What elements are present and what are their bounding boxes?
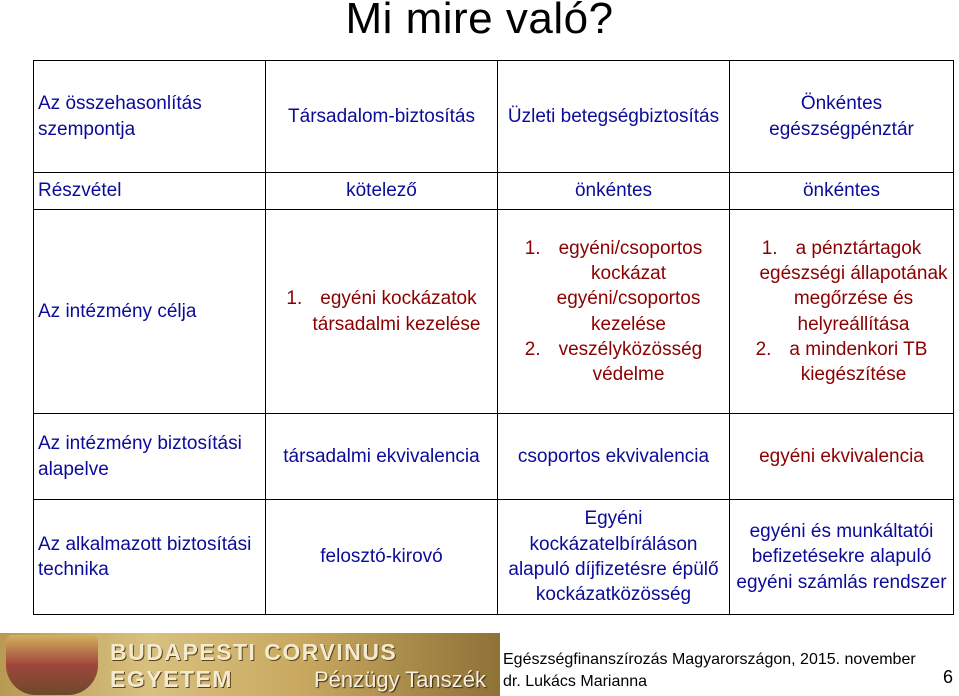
- list-text: társadalmi kezelése: [312, 313, 481, 335]
- list-text: kezelése: [591, 313, 666, 335]
- comparison-table: [33, 60, 954, 615]
- cell-purpose-business: [498, 210, 730, 414]
- list-text: megőrzése és: [793, 288, 914, 310]
- row-label-participation: Részvétel: [34, 173, 266, 210]
- row-label-technique: Az alkalmazott biztosítási technika: [34, 500, 266, 615]
- list-text: kiegészítése: [800, 364, 907, 386]
- footer-course: Egészségfinanszírozás Magyarországon, 2015. november: [503, 651, 916, 668]
- cell-principle-voluntary: egyéni ekvivalencia: [730, 414, 954, 500]
- list-text: egyéni/csoportos: [556, 288, 701, 310]
- footer-author: dr. Lukács Marianna: [503, 673, 648, 690]
- cell-purpose-voluntary: [730, 210, 954, 414]
- list-text: kockázat: [591, 262, 666, 284]
- header-voluntary-fund: Önkéntes egészségpénztár: [730, 61, 954, 173]
- header-business-insurance: Üzleti betegségbiztosítás: [498, 61, 730, 173]
- list-number: 1.: [761, 237, 778, 259]
- cell-principle-business: csoportos ekvivalencia: [498, 414, 730, 500]
- slide-footer: [0, 633, 959, 696]
- page-number: 6: [942, 667, 953, 687]
- list-number: 2.: [755, 338, 772, 360]
- header-criterion: Az összehasonlítás szempontja: [34, 61, 266, 173]
- cell-technique-social: felosztó-kirovó: [266, 500, 498, 615]
- list-text: egyéni kockázatok: [320, 288, 477, 310]
- list-text: a mindenkori TB: [789, 338, 928, 360]
- list-number: 1.: [524, 237, 541, 259]
- table-row: [34, 414, 954, 500]
- table-row: [34, 210, 954, 414]
- cell-participation-social: kötelező: [266, 173, 498, 210]
- list-text: egyéni/csoportos: [558, 237, 703, 259]
- cell-principle-social: társadalmi ekvivalencia: [266, 414, 498, 500]
- table-row: [34, 500, 954, 615]
- list-text: védelme: [592, 364, 665, 386]
- banner-department: Pénzügy Tanszék: [313, 667, 486, 692]
- list-text: helyreállítása: [797, 313, 910, 335]
- list-text: a pénztártagok: [795, 237, 922, 259]
- list-number: 2.: [524, 338, 541, 360]
- cell-technique-business: Egyéni kockázatelbíráláson alapuló díjfizetésre épülő kockázatközösség: [498, 500, 730, 615]
- list-text: veszélyközösség: [558, 338, 703, 360]
- list-text: egészségi állapotának: [759, 262, 948, 284]
- table-row: [34, 173, 954, 210]
- row-label-purpose: Az intézmény célja: [34, 210, 266, 414]
- slide-title: Mi mire való?: [345, 0, 614, 43]
- cell-participation-voluntary: önkéntes: [730, 173, 954, 210]
- cell-technique-voluntary: egyéni és munkáltatói befizetésekre alapuló egyéni számlás rendszer: [730, 500, 954, 615]
- cell-participation-business: önkéntes: [498, 173, 730, 210]
- list-number: 1.: [286, 288, 303, 310]
- cell-purpose-social: [266, 210, 498, 414]
- table-header-row: [34, 61, 954, 173]
- row-label-principle: Az intézmény biztosítási alapelve: [34, 414, 266, 500]
- header-social-insurance: Társadalom-biztosítás: [266, 61, 498, 173]
- banner-title: BUDAPESTI CORVINUS EGYETEM: [110, 639, 398, 692]
- university-banner: [0, 633, 500, 696]
- crest-icon: [6, 635, 98, 695]
